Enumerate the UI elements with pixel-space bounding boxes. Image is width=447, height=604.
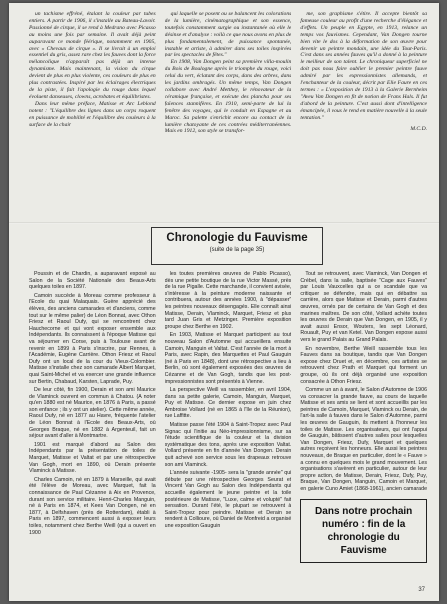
paragraph: Charles Camoin, né en 1879 à Marseille, qui avait été l'élève de Moreau, avec Marquet, fait la connaissance de Paul Cézanne à Aix en Provence, durant son service militaire. Henri-Charles Manguin, né à Paris en 1874, et Kees Van Dongen, né en 1877, à Delfshaven (près de Rotterdam), établi à Paris en 1897, commencent aussi à exposer leurs toiles, notamment chez Berthe Weill (qui a ouvert en 1900	[29, 476, 156, 536]
paragraph: En 1908, Van Dongen peint sa première villa-moulin du Bois de Boulogne après le triomphe du rouge, voici celui du vert, éclatant des corps, dans des arbres, dans les jardins ombragés. Un même temps, Van Dongen collabore avec André Metthey, le rénovateur de la céramique française, et exécute des plancha pour ses faïences stannifères. En 1910, semi-parte de lui la fenêtre des voyages, qui le conduit en Espagne et au Maroc. Sa palette s'enrichit encore au contact de la lumière chatoyante de ces contrées méditerranéennes. Mais en 1912, son style se transfor-	[164, 59, 292, 135]
section-title: Chronologie du Fauvisme	[166, 232, 308, 244]
chronology-column-1	[29, 271, 156, 591]
next-issue-box: Dans notre prochain numéro : fin de la chronologie du Fauvisme	[300, 499, 427, 563]
paragraph: qui laquelle se posent ou se balancent les colorations de la lumière, cinématographique et son essence, toutefois constamment surgie ou instantanée où elle le désinse et d'analyse : voilà ce que nous avons en plus de plus fondamentalement, de puissance spontanée, instable et artiste, à admirer dans ses toiles inspirées par les spectacles de fêtes."	[164, 11, 292, 59]
article-column-1	[29, 11, 156, 216]
paragraph: 1901 est marqué d'abord au Salon des Indépendants par la présentation de toiles de Marquet, Matisse et Valtat et par une rétrospective Van Gogh, mort en 1890, où Derain présente Vlaminck à Matisse.	[29, 441, 156, 475]
van-dongen-article	[29, 11, 427, 216]
paragraph: En 1903, Matisse et Marquet participent au tout nouveau Salon d'Automne qui accueillera ensuite Camoin, Manguin et Valtat. C'est l'année de la mort à Paris, avec Rapin, des Marquettes et Paul Gauguin (né à Paris en 1848), dont une rétrospective a lieu à Berlin, où sont également exposées des œuvres de Cézanne et de Van Gogh, tandis que les post-impressionnistes sont présentés à Vienne.	[164, 332, 292, 385]
chronology-body	[29, 271, 427, 591]
section-subtitle: (suite de la page 35)	[209, 247, 265, 253]
chronology-column-2	[165, 271, 292, 591]
page-number: 37	[418, 587, 425, 593]
paragraph: L'année suivante -1905- sera la "grande année" qui débute par une rétrospective Georges Seurat et Vincent Van Gogh au Salon des Indépendants qui accueille également le jeune peintre et la toile postérieure de Matisse, "Luxe, calme et volupté" fait sensation. Durant l'été, le plupart se retrouvent à Saint-Tropez pour peindre. Matisse et Derain se rendent à Collioure, où Daniel de Monfreid a organisé une exposition Gauguin	[164, 470, 292, 529]
paragraph: De leur côté, fin 1900, Derain et son ami Maurice de Vlaminck ouvrent en commun à Chatou. (A noter qu'en 1880 est né Maurice, en 1876 à Paris, a passé son enfance ; ils y ont un atelier). Cette même année, Raoul Dufy, né en 1877 au Havre, fréquente l'atelier de Léon Bonnat à l'Ecole des Beaux-Arts, où Georges Braque, né en 1882 à Argenteuil, fait un séjour avant d'aller à Montmartre.	[29, 387, 156, 440]
article-column-3	[300, 11, 427, 216]
paragraph: La perspective Weill va rassembler, en avril 1904, dans sa petite galerie, Camoin, Manguin, Marquet, Puy et Matisse. Ce dernier expose en juin chez Ambroise Vollard (né en 1865 à l'île de la Réunion), rue Laffitte.	[164, 387, 292, 420]
article-column-2	[165, 11, 292, 216]
paragraph: les toutes premières œuvres de Pablo Picasso), dès une petite boutique de la rue Victor Massé, près de la rue Pigalle. Cette marchande, il convient avisée, s'intéresse à la peinture moderne naissante et contribuera, autour des années 1900, à "dépasser" les peintres nouveaux désengagés. Elle connaît ainsi Matisse, Derain, Vlaminck, Marquet, Friesz et plus tard Juan Gris et Metzinger. Première exposition groupe chez Berthe en 1902.	[164, 271, 292, 330]
magazine-page	[9, 3, 439, 601]
paragraph: Dans leur même préface, Matisse et Arc Leblond notent : "L'équilibre des lignes dans un corps roquent en puissance de mobilité et l'équilibre des couleurs à la surface de la chair	[29, 100, 156, 128]
chronology-column-3-wrap	[300, 271, 427, 591]
paragraph: Comme un an à avant, le Salon d'Automne de 1906 va consacrer la grande fauve, au cours de laquelle Matisse et ses amis se lient et sont accueillis par les peintres de Camoin, Marquet, Vlaminck ou Derain, de l'art-la salle à fauves dans le Salon d'Automne, parmi les œuvres de Gauguin, ils mettent à l'honneur les toiles de Matisse. Les organisateurs, qui ont l'appui de Gauguin, bâtissent d'autres salles pour lesquelles Van Dongen, Friesz, Dufy, Marquet et quelques autres reçoivent les honneurs. Elle aussi les peintres nouveaux, de Braque en particulier, dont le « Fauve » a connu en quelques mois le grand mouvement. Les organisations s'avèrent en particulier, autour de leur propre action, de Matisse, Derain, Friesz, Dufy, Puy, Braque, Van Dongen, Manguin, Camoin et Marquet, en galerie Cuno Amiet (1868-1961), ancien camarade	[300, 387, 428, 492]
paragraph: En novembre, Berthe Weill rassemble tous les Fauves dans sa boutique, tandis que Van Dongen expose chez Druet et, en décembre, ces artistes se retrouvent chez Prath et Marquet qui forment un groupe, où ils ont déjà organisé une exposition consacrée à Othon Friesz.	[300, 345, 428, 385]
paragraph: Tout se retrouvent, avec Vlaminck, Van Dongen et Crébel, dans la salle, baptisée "Cage aux Fauves" par Louis Vauxcelles qui a ce scandale que va critiquer se défendre, mais qui en débattre sa carrière, alors que Matisse et Derain, parmi d'autres œuvres, ornés par de certains de Van Gogh et des marines maîtres. De son côté, Vollard achète toutes les œuvres de Derain que Van Dongen, en 1905, il y avait aussi Ensor, Wouters, les sept Léonard, Rouault, Puy et van Ketel. Van Dongen expose aussi vers le grand Palais au Grand Palais.	[300, 271, 428, 343]
paragraph: me, son graphisme s'étire. Il accepte bientôt sa fameuse couleur au profit d'une recherche d'élégance et d'effets. Un peuple en Egypte, en 1913, relance un temps vos fauvismes. Cependant, Van Dongen tourne bien vite le dos à la déformation de son œuvre pour devenir un peintre mondain, une idée du Tout-Paris. C'est dans ses années fauves qu'il a donné à la peinture le meilleur de son talent. Le chroniqueur superficiel ne doit pas nous faire oublier le premier peintre fauve admiré par les expressionnistes allemands, et l'enchanteur de la couleur, décrit par Elie Faure en ces termes : « L'exposition de 1913 à la Galerie Bernheim "Aveu Van Dongen en fit de notion de Frans Hals. Il fut d'abord de la peinture. C'est aussi dont d'intelligence émancipée, il vous le rend en matière nouvelle à la seule tentation."	[300, 11, 428, 121]
author-signature: M.C.D.	[410, 125, 428, 132]
paragraph: un tachisme effréné, étalant la couleur par tubes entiers. A partir de 1906, il s'installe au Bateau-Lavoir. Passionné de cirque, il se rend à Medrano avec Picasso au moins une fois par semaine. Il avait déjà peint auparavant ce monde féérique, notamment en 1905, avec « Chevaux de cirque ». Il se livrait à un emploi essentiel du gris, assez rare chez les fauves dont la force mélancolique n'apparaît pas déjà un intense dynamisme. Mais maintenant, la vision du cirque devient de plus en plus violente, ces couleurs de plus en plus contrastées. Inspiré par les éclairages électriques de la piste, il fait l'apologie du rouge dans lequel évoluent danseuses, clowns, acrobates et équilibristes.	[29, 11, 156, 100]
paragraph: Matisse passe l'été 1904 à Saint-Tropez avec Paul Signac qui l'initie au Néo-impressionnisme, sur sa l'étude scientifique de la couleur et la division systématique des tons, après une exposition Valtat. Vollard présente en fin d'année Van Dongen. Derain quit achevé son service sous les drapeaux retrouve son ami Vlaminck.	[164, 422, 292, 468]
chronology-title-box	[151, 227, 323, 265]
chronology-column-3	[300, 271, 427, 493]
paragraph: Poussin et de Chardin, a auparavant exposé au Salon de la Société Nationale des Beaux-Arts quelques toiles en 1897.	[29, 271, 156, 291]
paragraph: Camoin succède à Moreau comme professeur à l'Ecole du quai Malaquais. Guère apprécié des élèves, des anciens camarades et d'anciens, comme tout sur le même palier) de Léon Bonnat, avec Othon Friesz et Raoul Dufy, qui se rencontrent chez Hauchecorne et qui vont exposer ensemble aux Indépendants. Ils connaissent à l'époque Matisse qui va séjourner en Corse, puis à Toulouse avant de revenir en 1899 à Paris s'inscrire, par Rennes, à l'Académie, Eugène Carrière. Othon Friesz et Raoul Dufy ont un local de la cour du Vieux-Colombier. Matisse s'installe chez son camarade Albert Marquet, quai Saint-Michel et va exercer une grande influence sur Bertin, Chabaud, Karsten, Laprade, Puy.	[29, 292, 156, 385]
